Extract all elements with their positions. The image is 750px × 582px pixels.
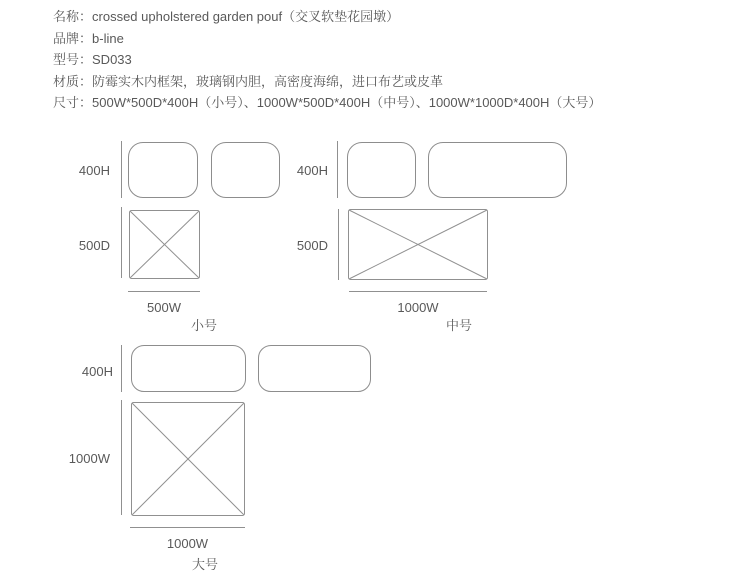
pouf-top-view bbox=[129, 210, 200, 279]
spec-label: 尺寸： bbox=[53, 95, 93, 111]
spec-value: crossed upholstered garden pouf（交叉软垫花园墩） bbox=[92, 9, 400, 24]
depth-dim-line bbox=[121, 207, 122, 278]
pouf-top-view bbox=[348, 209, 488, 280]
depth-dim-line bbox=[338, 209, 339, 280]
width-dim-label: 1000W bbox=[397, 300, 439, 315]
height-dim-label: 400H bbox=[81, 364, 113, 379]
spec-label: 型号： bbox=[53, 52, 93, 68]
pouf-side-view bbox=[347, 142, 416, 198]
spec-label: 名称： bbox=[53, 9, 93, 24]
height-dim-label: 400H bbox=[296, 163, 328, 178]
width-dim-line bbox=[349, 291, 487, 292]
spec-label: 品牌： bbox=[53, 30, 93, 46]
width-dim-line bbox=[128, 291, 200, 292]
height-dim-line bbox=[337, 141, 338, 198]
width-dim-label: 500W bbox=[147, 300, 181, 315]
spec-line-brand bbox=[53, 28, 601, 50]
depth-dim-line bbox=[121, 400, 122, 515]
height-dim-line bbox=[121, 141, 122, 198]
pouf-side-view bbox=[211, 142, 280, 198]
pouf-side-view bbox=[131, 345, 246, 392]
size-name-label: 中号 bbox=[446, 318, 473, 333]
height-dim-label: 400H bbox=[78, 163, 110, 178]
spec-value: 500W*500D*400H（小号）、1000W*500D*400H（中号）、1000W*1000D*400H（大号） bbox=[92, 95, 602, 111]
spec-value: SD033 bbox=[92, 52, 132, 68]
depth-dim-label: 500D bbox=[78, 238, 110, 253]
height-dim-line bbox=[121, 345, 122, 392]
spec-line-model bbox=[53, 49, 601, 71]
spec-value: 防霉实木内框架，玻璃钢内胆，高密度海绵，进口布艺或皮革 bbox=[92, 73, 444, 89]
width-dim-line bbox=[130, 527, 245, 528]
depth-dim-label: 500D bbox=[296, 238, 328, 253]
product-spec-list bbox=[53, 6, 601, 114]
pouf-top-view bbox=[131, 402, 245, 516]
size-name-label: 大号 bbox=[192, 557, 219, 572]
spec-label: 材质： bbox=[53, 73, 93, 89]
pouf-side-view bbox=[258, 345, 371, 392]
spec-line-name bbox=[53, 6, 601, 28]
size-name-label: 小号 bbox=[191, 318, 218, 333]
depth-dim-label: 1000W bbox=[68, 451, 110, 466]
spec-line-material bbox=[53, 71, 601, 93]
width-dim-label: 1000W bbox=[166, 536, 209, 551]
pouf-side-view bbox=[428, 142, 567, 198]
spec-line-sizes bbox=[53, 92, 601, 114]
pouf-side-view bbox=[128, 142, 198, 198]
spec-value: b-line bbox=[92, 30, 124, 46]
